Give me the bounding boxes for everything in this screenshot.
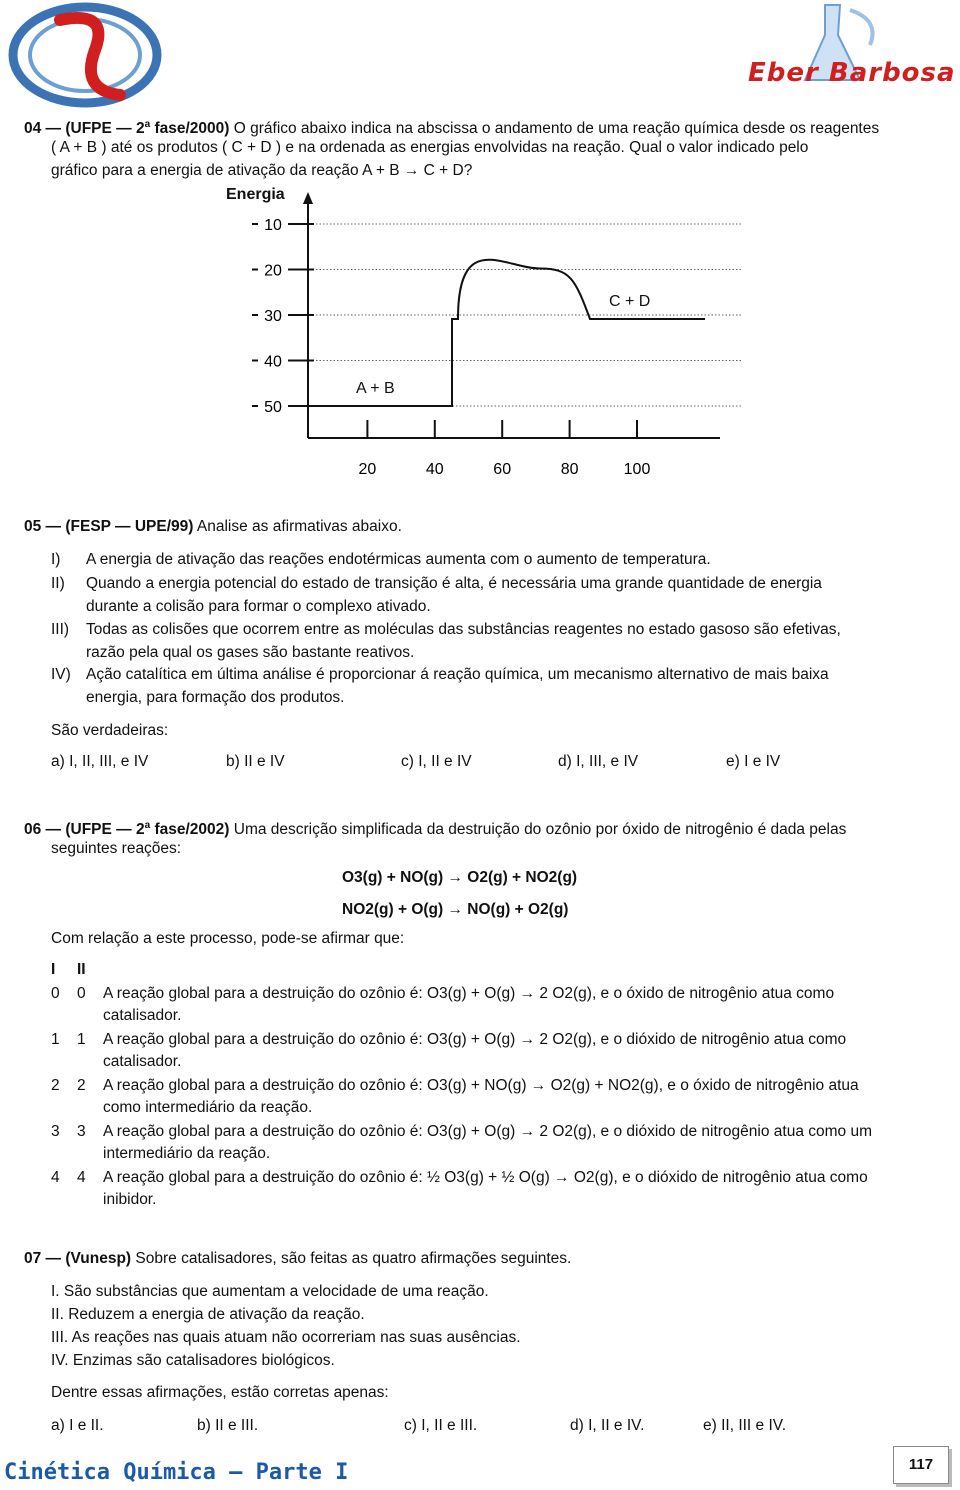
y-tick-label-40: 40: [264, 353, 282, 371]
q07-option: b) II e III.: [197, 1417, 259, 1434]
q05-option: d) I, III, e IV: [558, 753, 639, 770]
page-number: 117: [908, 1456, 934, 1473]
q04-head-bold: 04 — (UFPE — 2$^a$ fase/2000): [24, 119, 230, 138]
q07-prompt: Dentre essas afirmações, estão corretas apenas:: [51, 1384, 389, 1401]
q06-head: 06 — (UFPE — 2$^a$ fase/2002) Uma descrição simplificada da destruição do ozônio por óxido de nitrogênio é dada pelas: [24, 820, 847, 839]
q06-item-text: A reação global para a destruição do ozônio é: O3(g) + O(g) → 2 O2(g), e o óxido de nitrogênio atua como: [103, 985, 835, 1002]
q06-item-b: 4: [77, 1169, 86, 1186]
q06-item-text: A reação global para a destruição do ozônio é: O3(g) + O(g) → 2 O2(g), e o dióxido de nitrogênio atua como: [103, 1031, 847, 1048]
left-logo: [0, 0, 175, 120]
q05-option: e) I e IV: [726, 753, 781, 770]
q07-item: IV. Enzimas são catalisadores biológicos.: [51, 1352, 335, 1369]
q07-item: I. São substâncias que aumentam a velocidade de uma reação.: [51, 1283, 489, 1300]
q06-item-text-cont: catalisador.: [103, 1007, 182, 1024]
q06-item-text: A reação global para a destruição do ozônio é: ½ O3(g) + ½ O(g) → O2(g), e o dióxido de nitrogênio atua como: [103, 1169, 868, 1186]
q06-item-b: 3: [77, 1123, 86, 1140]
y-tick-label-20: 20: [264, 262, 282, 280]
q06-eq2: NO2(g) + O(g) → NO(g) + O2(g): [342, 901, 569, 918]
q05-item-text: razão pela qual os gases são bastante reativos.: [86, 644, 415, 661]
q06-item-a: 1: [51, 1031, 60, 1048]
q06-item-a: 4: [51, 1169, 60, 1186]
q06-item-text-cont: catalisador.: [103, 1053, 182, 1070]
reactants-label: A + B: [356, 380, 395, 397]
q05-item-text: energia, para formação dos produtos.: [86, 689, 345, 706]
q05-item-num: II): [51, 575, 65, 592]
q07-option: c) I, II e III.: [404, 1417, 478, 1434]
q04-line2: ( A + B ) até os produtos ( C + D ) e na ordenada as energias envolvidas na reação. Qual o valor indicado pelo: [51, 139, 809, 156]
brand-name: Eber Barbosa: [748, 58, 956, 88]
energy-chart: [0, 182, 960, 492]
q07-head: 07 — (Vunesp) Sobre catalisadores, são feitas as quatro afirmações seguintes.: [24, 1250, 572, 1267]
y-tick-label-30: 30: [264, 308, 282, 325]
q05-option: a) I, II, III, e IV: [51, 753, 149, 770]
q06-item-text-cont: inibidor.: [103, 1191, 157, 1208]
q05-item-num: I): [51, 551, 61, 568]
q05-item-text: Todas as colisões que ocorrem entre as moléculas das substâncias reagentes no estado gasoso são efetivas,: [86, 621, 841, 638]
q05-item-text: durante a colisão para formar o complexo ativado.: [86, 598, 431, 615]
q06-item-b: 2: [77, 1077, 86, 1094]
q05-option: b) II e IV: [226, 753, 285, 770]
q06-item-a: 3: [51, 1123, 60, 1140]
y-tick-label-50: 50: [264, 399, 282, 416]
q06-col2: II: [77, 961, 86, 978]
x-tick-label-40: 40: [425, 461, 444, 478]
q05-option: c) I, II e IV: [401, 753, 472, 770]
x-tick-label-100: 100: [623, 461, 651, 478]
q05-item-text: Ação catalítica em última análise é proporcionar á reação química, um mecanismo alternativo de mais baixa: [86, 666, 829, 683]
q06-head2: seguintes reações:: [51, 840, 182, 857]
y-axis-arrow: [303, 192, 313, 204]
page-number-box: [893, 1446, 949, 1484]
y-tick-label-10: 10: [264, 217, 282, 234]
products-label: C + D: [609, 293, 651, 310]
y-axis-label: Energia: [226, 186, 285, 203]
q04-line1: 04 — (UFPE — 2$^a$ fase/2000) O gráfico abaixo indica na abscissa o andamento de uma reação química desde os reagentes: [24, 119, 880, 138]
q07-item: II. Reduzem a energia de ativação da reação.: [51, 1306, 365, 1323]
footer-title: Cinética Química — Parte I: [4, 1460, 349, 1485]
q06-item-text: A reação global para a destruição do ozônio é: O3(g) + O(g) → 2 O2(g), e o dióxido de nitrogênio atua como um: [103, 1123, 872, 1140]
q06-prompt: Com relação a este processo, pode-se afirmar que:: [51, 930, 405, 947]
q06-item-text-cont: intermediário da reação.: [103, 1145, 271, 1162]
x-tick-label-20: 20: [358, 461, 377, 478]
q05-item-num: IV): [51, 666, 71, 683]
q06-item-text-cont: como intermediário da reação.: [103, 1099, 313, 1116]
brand-logo: [720, 0, 955, 115]
q06-item-a: 0: [51, 985, 60, 1002]
q06-eq1: O3(g) + NO(g) → O2(g) + NO2(g): [342, 869, 578, 886]
q05-head: 05 — (FESP — UPE/99) Analise as afirmativas abaixo.: [24, 518, 402, 535]
q05-prompt: São verdadeiras:: [51, 722, 169, 739]
q05-item-num: III): [51, 621, 70, 638]
chart-svg: [0, 182, 960, 492]
q07-item: III. As reações nas quais atuam não ocorreriam nas suas ausências.: [51, 1329, 521, 1346]
q07-option: d) I, II e IV.: [570, 1417, 645, 1434]
q06-item-b: 0: [77, 985, 86, 1002]
q06-item-text: A reação global para a destruição do ozônio é: O3(g) + NO(g) → O2(g) + NO2(g), e o óxido de nitrogênio atua: [103, 1077, 859, 1094]
q05-item-text: A energia de ativação das reações endotérmicas aumenta com o aumento de temperatura.: [86, 551, 711, 568]
q07-option: a) I e II.: [51, 1417, 104, 1434]
q04-line3: gráfico para a energia de ativação da reação A + B → C + D?: [51, 162, 473, 179]
x-tick-label-60: 60: [493, 461, 512, 478]
x-tick-label-80: 80: [560, 461, 579, 478]
q06-col1: I: [51, 961, 56, 978]
q06-item-b: 1: [77, 1031, 86, 1048]
q05-item-text: Quando a energia potencial do estado de transição é alta, é necessária uma grande quantidade de energia: [86, 575, 822, 592]
q06-item-a: 2: [51, 1077, 60, 1094]
q07-option: e) II, III e IV.: [703, 1417, 786, 1434]
